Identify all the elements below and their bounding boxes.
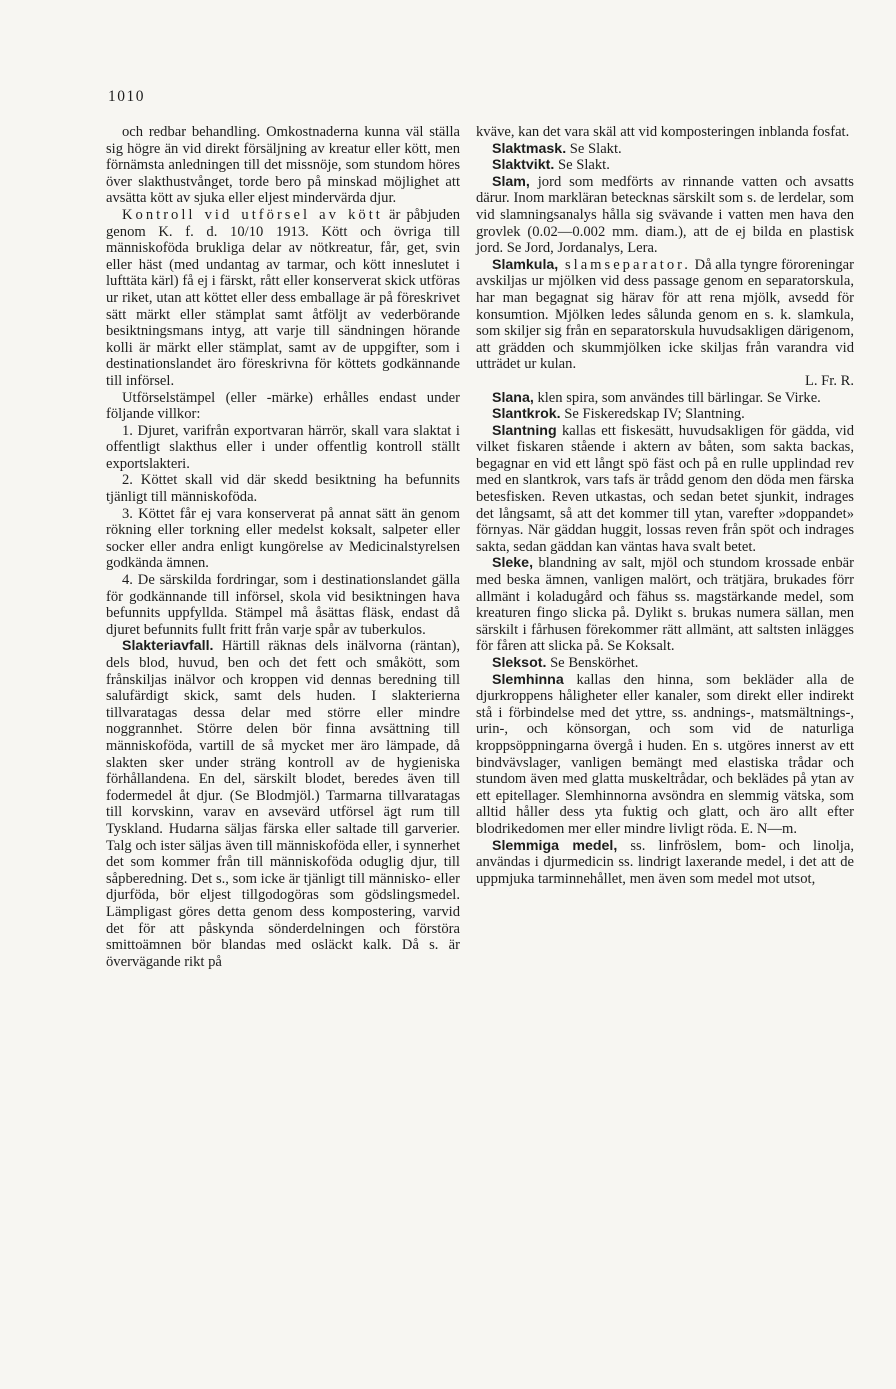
paragraph-text: L. Fr. R. <box>804 372 854 389</box>
headword: Slantning <box>492 422 557 439</box>
paragraph <box>106 207 460 390</box>
paragraph <box>476 257 854 373</box>
paragraph <box>476 174 854 257</box>
paragraph-text: klen spira, som användes till bärlingar. Se Virke. <box>533 389 821 406</box>
headword: Slaktmask. <box>492 140 567 157</box>
paragraph-text: ss. linfröslem, bom- och linolja, användas i djurmedicin ss. lindrigt laxerande medel, i det att de uppmjuka tarminnehållet, men även som medel mot utsot, <box>476 837 854 887</box>
paragraph <box>106 638 460 970</box>
paragraph-text: 2. Köttet skall vid där skedd besiktning ha befunnits tjänligt till människoföda. <box>106 472 460 506</box>
headword: Slana, <box>492 389 534 406</box>
left-column <box>106 124 460 970</box>
paragraph-text: jord som medförts av rinnande vatten och avsatts därur. Inom markläran betecknas särskilt som s. de lerdelar, som vid slamningsanalys hålla sig svävande i vatten men hava den grovlek (0.02—0.002 mm. diam.), att de ej bilda en plastisk jord. Se Jord, Jordanalys, Lera. <box>476 173 854 257</box>
headword: Slemmiga medel, <box>492 837 618 854</box>
paragraph <box>106 506 460 572</box>
headword: Slaktvikt. <box>492 157 555 174</box>
paragraph-text: 1. Djuret, varifrån exportvaran härrör, skall vara slaktat i offentligt slakthus eller i under offentlig kontroll ställt exportslakteri. <box>106 422 460 472</box>
paragraph-text: Utförselstämpel (eller -märke) erhålles endast under följande villkor: <box>106 389 460 423</box>
headword: Sleksot. <box>492 655 547 671</box>
paragraph-text: Härtill räknas dels inälvorna (räntan), dels blod, huvud, ben och det fett och småkött, som frånskiljas inälvor och kroppen vid dennas beredning till salufärdigt skick, samt dels huden. I slakterierna tillvaratagas dessa delar med större eller mindre noggrannhet. Större delen bör finna avsättning till människoföda, vartill de så mycket mer äro lämpade, då slakten sker under sträng kontroll av de hygieniska förhållandena. En del, särskilt blodet, beredes även till fodermedel åt djur. (Se Blodmjöl.) Tarmarna tillvaratagas till korvskinn, varav en avsevärd utförsel ägt rum till Tyskland. Hudarna säljas färska eller saltade till garverier. Talg och ister säljas även till människoföda eller, i synnerhet det som kommer från till människoföda oduglig djur, till såpberedning. Det s., som icke är tjänligt till människo- eller djurföda, bör eljest tillgodogöras som gödslingsmedel. Lämpligast göres detta genom dess kompostering, varvid det för att påskynda sönderdelningen och förstöra smittoämnen bör blandas med osläckt kalk. Då s. är övervägande rikt på <box>106 638 460 970</box>
headword: Sleke, <box>492 555 534 572</box>
headword: Slam, <box>492 173 530 190</box>
paragraph-text: blandning av salt, mjöl och stundom krossade enbär med beska ämnen, vanligen malört, och trätjära, brukades förr allmänt i koladugård och fähus ss. magstärkande medel, som kreaturen fingo slicka på. Dylikt s. brukas numera sällan, men särskilt i fårhusen förekommer rätt allmänt, att saltsten inlägges för fåren att slicka på. Se Koksalt. <box>476 555 854 655</box>
spaced-term: slamseparator. <box>558 256 691 273</box>
paragraph-text: Se Benskörhet. <box>546 655 639 671</box>
paragraph <box>106 390 460 423</box>
paragraph <box>106 423 460 473</box>
page-number: 1010 <box>108 88 145 105</box>
headword: Slantkrok. <box>492 406 561 423</box>
paragraph-text: och redbar behandling. Omkostnaderna kunna väl ställa sig högre än vid direkt försäljning av kreatur eller kött, men förnämsta anledningen till det missnöje, som stundom höres över slakthustvånget, torde bero på minskad möjlighet att avsätta kött av sjuka eller eljest mindervärda djur. <box>106 124 460 207</box>
paragraph-text: kväve, kan det vara skäl att vid komposteringen inblanda fosfat. <box>476 124 850 140</box>
paragraph <box>106 124 460 207</box>
paragraph <box>476 406 854 423</box>
paragraph-text: Se Fiskeredskap IV; Slantning. <box>560 406 745 423</box>
paragraph <box>476 373 854 390</box>
paragraph <box>106 572 460 638</box>
paragraph <box>476 141 854 158</box>
spaced-term: Kontroll vid utförsel av kött <box>122 206 383 223</box>
paragraph <box>476 423 854 556</box>
paragraph-text: kallas ett fiskesätt, huvudsakligen för gädda, vid vilket fiskaren stående i aktern av båten, som sakta backas, begagnar en vid ett långt spö fäst och på en rulle upplindad rev med en slantkrok, vars tafs är trådd genom den döda men färska betesfisken. Reven utkastas, och sedan betet sjunkit, indrages det långsamt, så att det kommer till ytan, varefter »doppandet» förnyas. När gäddan huggit, lossas reven från spöt och indrages sakta, sedan gäddan kan väntas hava svalt betet. <box>476 422 854 555</box>
paragraph <box>476 838 854 888</box>
headword: Slemhinna <box>492 671 564 688</box>
paragraph-text: Se Slakt. <box>554 157 610 174</box>
paragraph-text: kallas den hinna, som bekläder alla de djurkroppens håligheter eller kanaler, som direkt eller indirekt stå i förbindelse med det yttre, ss. andnings-, matsmältnings-, urin-, och könsorgan, och som vid de naturliga kroppsöppningarna övergå i huden. En s. utgöres innerst av ett bindvävslager, vanligen bemängt med elastiska trådar och stundom även med glatta muskeltrådar, och beklädes på ytan av ett epitellager. Slemhinnorna avsöndra en slemmig vätska, som alltid håller dess yta fuktig och glatt, och äro allt efter blodrikedomen mer eller mindre livligt röda. E. N—m. <box>476 671 854 837</box>
paragraph <box>476 157 854 174</box>
paragraph <box>476 555 854 655</box>
right-column <box>476 124 854 887</box>
paragraph <box>106 472 460 505</box>
paragraph-text: 4. De särskilda fordringar, som i destinationslandet gälla för godkännande till införsel, skola vid besiktningen hava befunnits uppfyllda. Stämpel må åsättas fläsk, endast då djuret befunnits fullt fritt från varje spår av tuberkulos. <box>106 572 460 638</box>
paragraph-text: är påbjuden genom K. f. d. 10/10 1913. Kött och övriga till människoföda brukliga delar av nötkreatur, får, get, svin eller häst (med undantag av tarmar, och kött inneslutet i lufttäta kärl) få ej i färskt, rått eller konserverat skick utföras ur riket, utan att köttet eller dess emballage är på föreskrivet sätt märkt eller stämplat samt åtföljt av vederbörande besiktningsmans intyg, att varje till sändningen hörande kolli är märkt eller stämplat, samt av de uppgifter, som i destinationslandet äro föreskrivna för köttets godkännande till införsel. <box>106 206 460 389</box>
headword: Slamkula, <box>492 256 559 273</box>
paragraph-text: Då alla tyngre föroreningar avskiljas ur mjölken vid dess passage genom en separatorskula, har man begagnat sig härav för att rena mjölk, avsedd för konsumtion. Mjölken ledes sålunda genom en s. k. slamkula, som skiljer sig från en separatorskula huvudsakligen därigenom, att grädden och skummjölken icke skiljas från varandra vid utträdet ur kulan. <box>476 256 854 373</box>
paragraph <box>476 124 854 141</box>
paragraph <box>476 390 854 407</box>
paragraph <box>476 672 854 838</box>
paragraph-text: Se Slakt. <box>566 140 622 157</box>
paragraph-text: 3. Köttet får ej vara konserverat på annat sätt än genom rökning eller torkning eller medelst koksalt, salpeter eller socker eller andra enligt kungörelse av Medicinalstyrelsen godkända ämnen. <box>106 505 460 572</box>
headword: Slakteriavfall. <box>122 638 214 655</box>
paragraph <box>476 655 854 672</box>
